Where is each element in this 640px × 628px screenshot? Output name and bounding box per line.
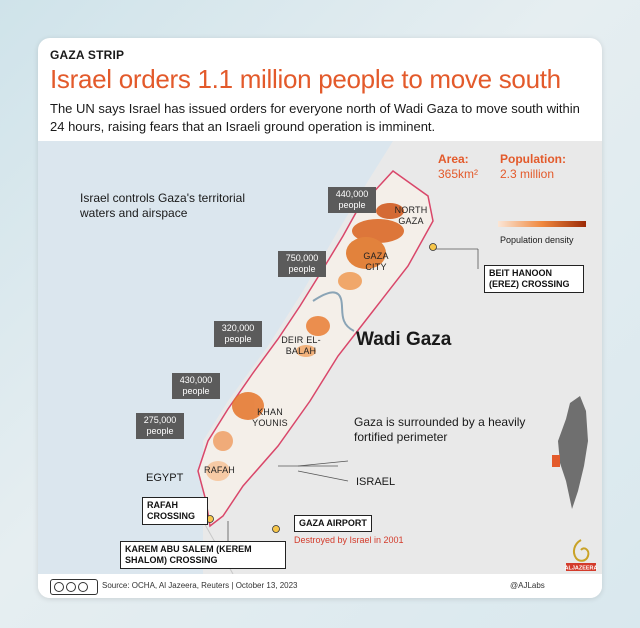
waters-annotation: Israel controls Gaza's territorial waters and airspace <box>80 191 246 220</box>
population-value: 2.3 million <box>500 167 555 181</box>
egypt-label: EGYPT <box>146 472 184 484</box>
pop-north-gaza: 440,000 people <box>328 187 376 213</box>
svg-text:ALJAZEERA: ALJAZEERA <box>564 565 598 572</box>
perimeter-annotation: Gaza is surrounded by a heavily fortified perimeter <box>354 415 526 444</box>
subhead: The UN says Israel has issued orders for everyone north of Wadi Gaza to move south within 24 hours, raising fears that an Israeli ground operation is imminent. <box>50 101 580 134</box>
density-legend-label: Population density <box>500 235 574 245</box>
city-rafah: RAFAH <box>204 465 236 475</box>
beit-hanoon-crossing: BEIT HANOON (EREZ) CROSSING <box>484 265 584 293</box>
airport-note: Destroyed by Israel in 2001 <box>294 535 404 545</box>
city-khan-younis: KHAN YOUNIS <box>252 407 288 428</box>
aljazeera-logo <box>564 538 598 572</box>
area-label: Area: <box>438 152 469 166</box>
area-value: 365km² <box>438 167 479 181</box>
source-line: Source: OCHA, Al Jazeera, Reuters | October 13, 2023 <box>102 581 298 590</box>
city-north-gaza: NORTH GAZA <box>394 205 428 226</box>
infographic-card <box>38 38 602 598</box>
population-label: Population: <box>500 152 566 166</box>
headline: Israel orders 1.1 million people to move south <box>50 64 561 94</box>
density-legend-bar <box>498 221 586 227</box>
pop-gaza-city: 750,000 people <box>278 251 326 277</box>
rafah-crossing: RAFAH CROSSING <box>142 497 208 525</box>
gaza-map <box>38 141 602 574</box>
gaza-locator <box>552 455 560 467</box>
city-gaza-city: GAZA CITY <box>363 251 389 272</box>
gaza-airport: GAZA AIRPORT <box>294 515 372 532</box>
israel-label: ISRAEL <box>356 476 396 488</box>
wadi-gaza-label: Wadi Gaza <box>356 329 452 350</box>
cc-license-icon <box>50 579 98 595</box>
ajlabs-handle: @AJLabs <box>510 581 545 590</box>
footer <box>38 574 602 598</box>
city-deir-el-balah: DEIR EL-BALAH <box>281 335 321 356</box>
pop-deir-el-balah: 320,000 people <box>214 321 262 347</box>
pop-rafah: 275,000 people <box>136 413 184 439</box>
kicker: GAZA STRIP <box>50 48 125 62</box>
kerem-shalom-crossing: KAREM ABU SALEM (KEREM SHALOM) CROSSING <box>120 541 286 569</box>
pop-khan-younis: 430,000 people <box>172 373 220 399</box>
israel-silhouette <box>558 396 588 509</box>
